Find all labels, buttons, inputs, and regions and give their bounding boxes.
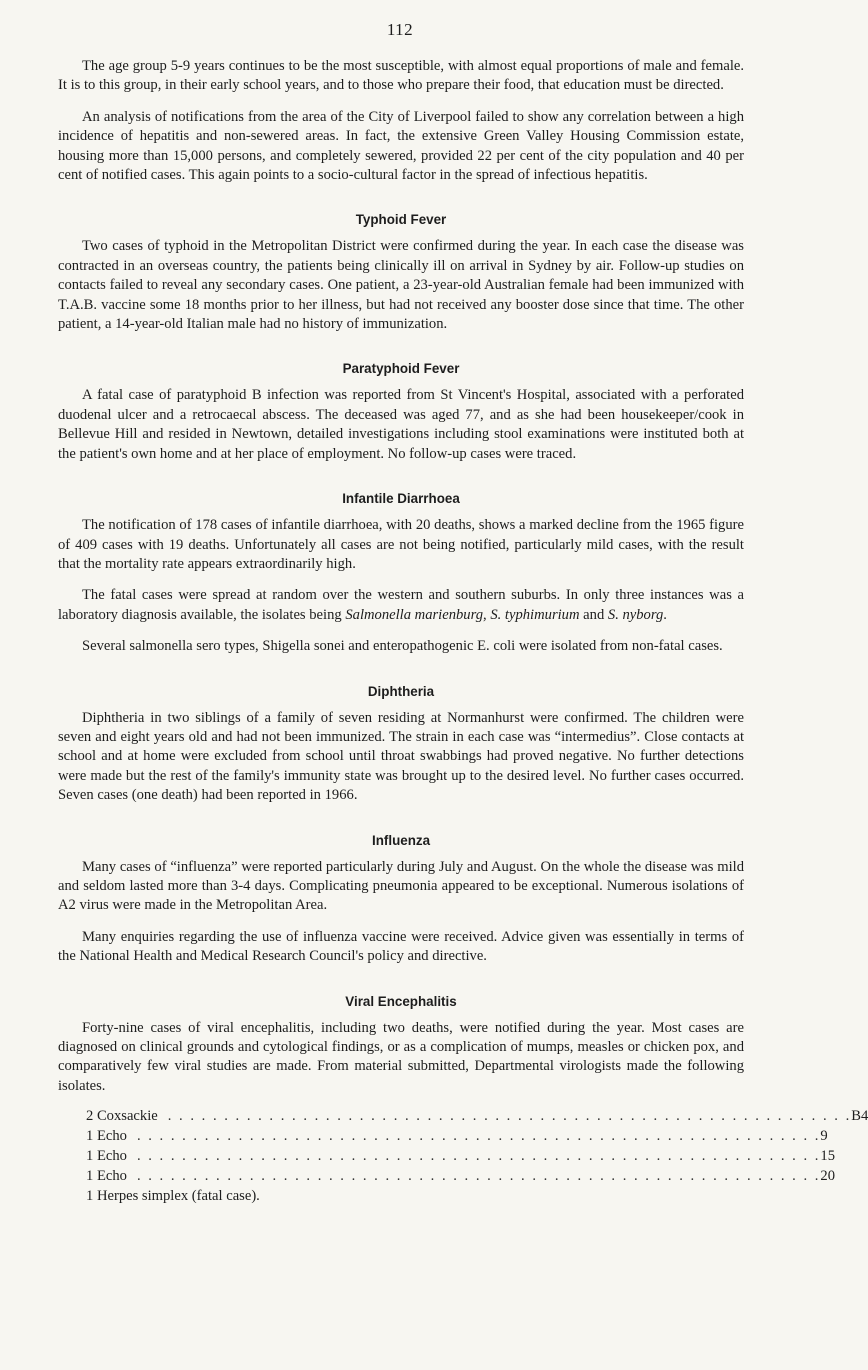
section bbox=[58, 57, 744, 185]
paragraph: Diphtheria in two siblings of a family of seven residing at Normanhurst were confirmed. The children were seven and eight years old and had not been immunized. The strain in each case was “intermedius”. Close contacts at school and at home were excluded from school until throat swabbings had proved negative. No further detections were made but the rest of the family's immunity state was brought up to the desired level. No further cases occurred. Seven cases (one death) had been reported in 1966. bbox=[58, 709, 744, 804]
section-heading: Diphtheria bbox=[367, 683, 435, 699]
paragraph: Several salmonella sero types, Shigella sonei and enteropathogenic E. coli were isolated from non-fatal cases. bbox=[82, 638, 723, 655]
paragraph: The notification of 178 cases of infantile diarrhoea, with 20 deaths, shows a marked decline from the 1965 figure of 409 cases with 19 deaths. Unfortunately all cases are not being notified, particularly mild cases, with the result that the mortality rate appears extraordinarily high. bbox=[58, 517, 744, 572]
section bbox=[58, 994, 744, 1097]
dot-leader: . . . . . . . . . . . . . . . . . . . . . . . . . . . . . . . . . . . . . . . . . . . . . . . . . . . . . . . . . . . . . bbox=[136, 1148, 821, 1165]
document-body bbox=[58, 57, 868, 1208]
paragraph: An analysis of notifications from the area of the City of Liverpool failed to show any correlation between a high incidence of hepatitis and non-sewered areas. In fact, the extensive Green Valley Housing Commission estate, housing more than 15,000 persons, and completely sewered, provided 22 per cent of the city population and 40 per cent of notified cases. This again points to a socio-cultural factor in the spread of infectious hepatitis. bbox=[58, 108, 744, 184]
section-heading: Influenza bbox=[371, 832, 431, 848]
dot-leader: . . . . . . . . . . . . . . . . . . . . . . . . . . . . . . . . . . . . . . . . . . . . . . . . . . . . . . . . . . . . . bbox=[136, 1168, 821, 1185]
isolates-list bbox=[86, 1108, 868, 1208]
sections bbox=[58, 57, 744, 1096]
isolate-label: 1 Echo bbox=[86, 1148, 127, 1165]
isolate-row bbox=[86, 1128, 828, 1148]
isolate-value: 15 bbox=[820, 1148, 835, 1165]
paragraph: The fatal cases were spread at random over the western and southern suburbs. In only three instances was a laboratory diagnosis available, the isolates being Salmonella marienburg, S. typhimurium and S. nyborg. bbox=[58, 587, 744, 623]
section-heading: Paratyphoid Fever bbox=[342, 361, 460, 377]
paragraph: Many enquiries regarding the use of influenza vaccine were received. Advice given was essentially in terms of the National Health and Medical Research Council's policy and directive. bbox=[58, 928, 744, 965]
section bbox=[58, 212, 744, 334]
section-heading: Typhoid Fever bbox=[355, 212, 447, 228]
paragraph: Many cases of “influenza” were reported particularly during July and August. On the whole the disease was mild and seldom lasted more than 3-4 days. Complicating pneumonia appeared to be exceptional. Numerous isolations of A2 virus were made in the Metropolitan Area. bbox=[58, 858, 744, 914]
isolate-label: 2 Coxsackie bbox=[86, 1108, 158, 1125]
section-heading: Viral Encephalitis bbox=[345, 993, 457, 1009]
section bbox=[58, 361, 744, 464]
section-heading: Infantile Diarrhoea bbox=[342, 491, 460, 507]
dot-leader: . . . . . . . . . . . . . . . . . . . . . . . . . . . . . . . . . . . . . . . . . . . . . . . . . . . . . . . . . . . . . bbox=[136, 1128, 821, 1145]
section bbox=[58, 833, 744, 967]
isolate-value: 9 bbox=[820, 1128, 828, 1145]
section bbox=[58, 684, 744, 806]
paragraph: The age group 5-9 years continues to be the most susceptible, with almost equal proportions of male and female. It is to this group, in their early school years, and to those who prepare their food, that education must be directed. bbox=[58, 58, 744, 94]
isolate-label: 1 Herpes simplex (fatal case). bbox=[86, 1188, 260, 1205]
isolate-row bbox=[86, 1168, 835, 1188]
paragraph: A fatal case of paratyphoid B infection was reported from St Vincent's Hospital, associated with a perforated duodenal ulcer and a retrocaecal abscess. The deceased was aged 77, and as she had been housekeeper/cook in Bellevue Hill and resided in Newtown, detailed investigations including stool examinations were instituted both at the patient's own home and at her place of employment. No follow-up cases were traced. bbox=[58, 387, 744, 462]
isolate-value: 20 bbox=[820, 1168, 835, 1185]
page-number: 112 bbox=[386, 20, 414, 39]
isolate-row bbox=[86, 1188, 662, 1208]
section bbox=[58, 491, 744, 656]
isolate-row bbox=[86, 1108, 868, 1128]
paragraph: Two cases of typhoid in the Metropolitan District were confirmed during the year. In each case the disease was contracted in an overseas country, the patients being clinically ill on arrival in Sydney by air. Follow-up studies on contacts failed to reveal any secondary cases. One patient, a 23-year-old Australian female had been immunized with T.A.B. vaccine some 18 months prior to her illness, but had not received any booster dose since that time. The other patient, a 14-year-old Italian male had no history of immunization. bbox=[58, 238, 744, 333]
isolate-label: 1 Echo bbox=[86, 1128, 127, 1145]
isolate-value: B4 bbox=[851, 1108, 868, 1125]
isolate-label: 1 Echo bbox=[86, 1168, 127, 1185]
isolate-row bbox=[86, 1148, 835, 1168]
dot-leader: . . . . . . . . . . . . . . . . . . . . . . . . . . . . . . . . . . . . . . . . . . . . . . . . . . . . . . . . . . . . . bbox=[167, 1108, 852, 1125]
paragraph: Forty-nine cases of viral encephalitis, including two deaths, were notified during the year. Most cases are diagnosed on clinical grounds and cytological findings, or as a complication of mumps, measles or chicken pox, and comparatively few viral studies are made. From material submitted, Departmental virologists made the following isolates. bbox=[58, 1019, 744, 1094]
